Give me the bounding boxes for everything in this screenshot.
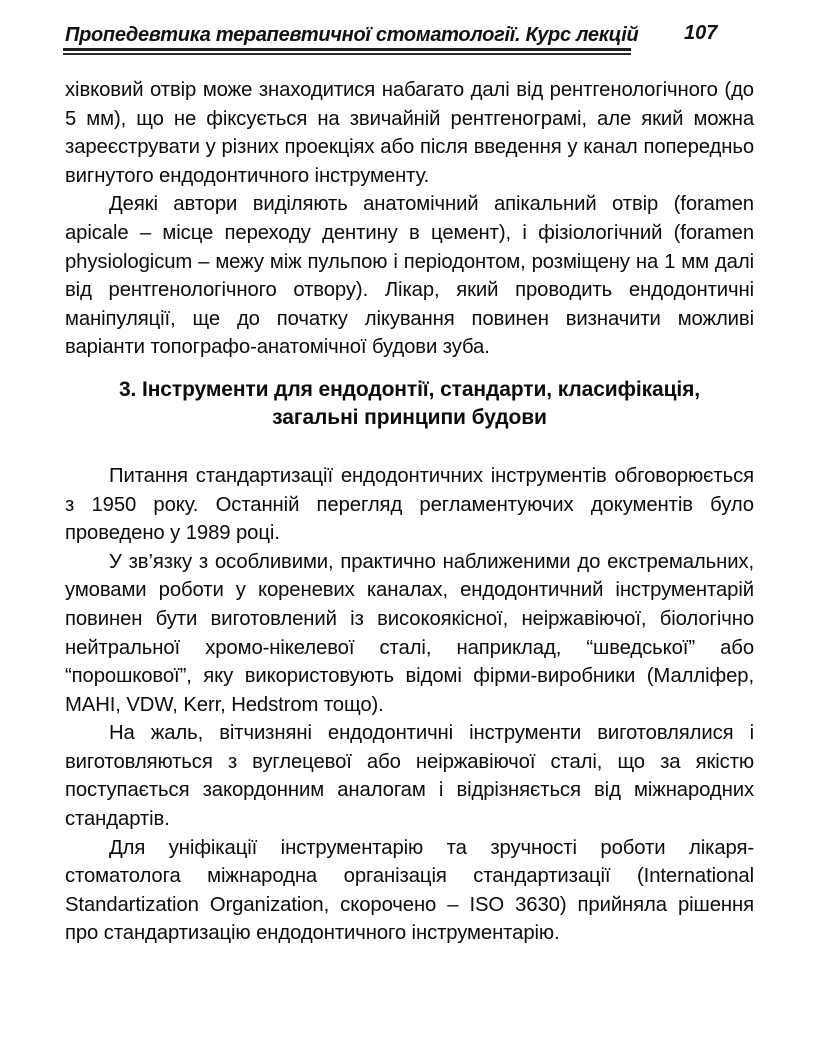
paragraph-iso-unification: Для уніфікації інструментарію та зручності роботи лікаря-стоматолога міжнародна організація стандартизації (International Standartization Organization, скорочено – ISO 3630) прийняла рішення про стандартизацію ендодонтичного інструментарію. bbox=[65, 836, 754, 945]
header-rule-thin-line bbox=[63, 53, 631, 55]
paragraph-apical-foramen-continuation: хівковий отвір може знаходитися набагато далі від рентгенологічного (до 5 мм), що не фіксується на звичайній рентгенограмі, але який можна зареєструвати у різних проекціях або після введення у канал попередньо вигнутого ендодонтичного інструменту. bbox=[65, 79, 754, 187]
paragraph-steel-requirements: У зв’язку з особливими, практично наближеними до екстремальних, умовами роботи у кореневих каналах, ендодонтичний інструментарій повинен бути виготовлений із високоякісної, неіржавіючої, біологічно нейтральної хромо-нікелевої сталі, наприклад, “шведської” або “порошкової”, яку використовують відомі фірми-виробники (Малліфер, МАНІ, VDW, Kerr, Hedstrom тощо). bbox=[65, 550, 754, 716]
page-number: 107 bbox=[684, 22, 718, 44]
header-rule-thick-line bbox=[63, 48, 631, 51]
paragraph-standardization-history: Питання стандартизації ендодонтичних інструментів обговорюється з 1950 року. Останній перегляд регламентуючих документів було проведено у 1989 році. bbox=[65, 464, 754, 545]
section-heading-line-1: 3. Інструменти для ендодонтії, стандарти, класифікація, bbox=[118, 377, 701, 401]
paragraph-domestic-instruments: На жаль, вітчизняні ендодонтичні інструменти виготовлялися і виготовляються з вуглецевої або неіржавіючої сталі, що за якістю поступається закордонним аналогам і відрізняється від міжнародних стандартів. bbox=[65, 722, 754, 831]
header-rule bbox=[63, 48, 631, 55]
section-heading-line-2: загальні принципи будови bbox=[272, 405, 547, 429]
page-body bbox=[65, 76, 754, 948]
running-header-title: Пропедевтика терапевтичної стоматології. Курс лекцій bbox=[65, 24, 639, 46]
section-heading bbox=[65, 376, 754, 432]
paragraph-anatomical-physiological-foramen: Деякі автори виділяють анатомічний апікальний отвір (foramen apicale – місце переходу дентину в цемент), і фізіологічний (foramen physiologicum – межу між пульпою і періодонтом, розміщену на 1 мм далі від рентгенологічного отвору). Лікар, який проводить ендодонтичні маніпуляції, ще до початку лікування повинен визначити можливі варіанти топографо-анатомічної будови зуба. bbox=[65, 193, 754, 359]
